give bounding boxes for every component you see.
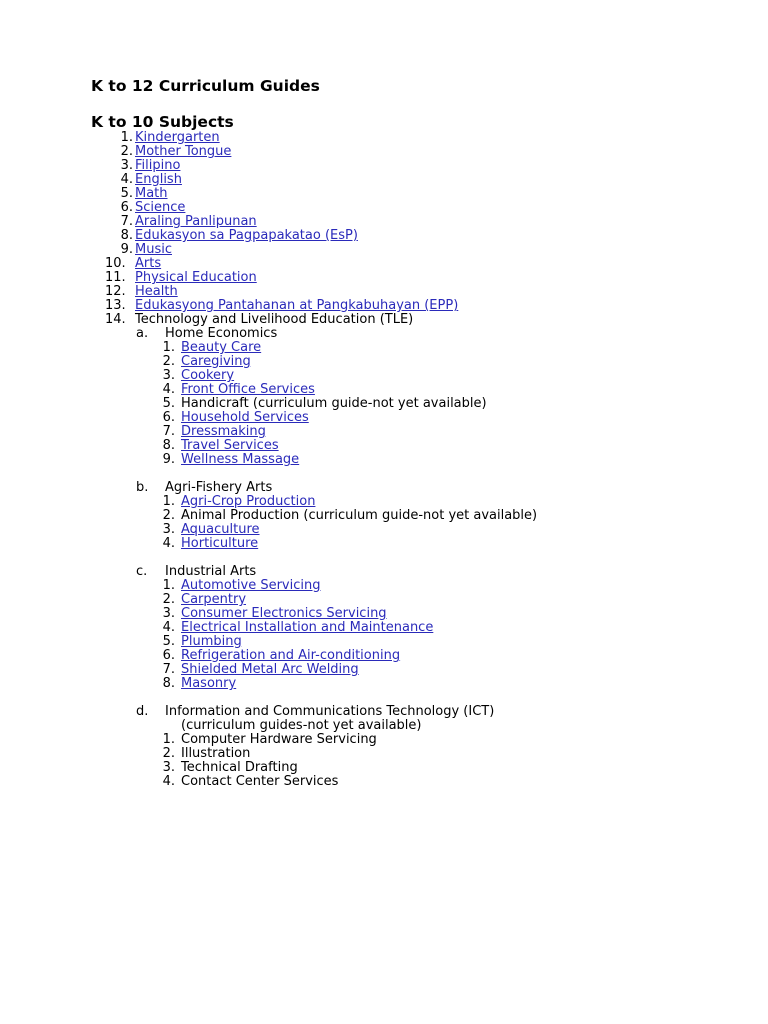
list-number: 7. [162, 424, 175, 439]
list-number: 1. [162, 494, 175, 509]
link-dressmaking[interactable]: Dressmaking [181, 424, 266, 439]
list-number: 3. [120, 158, 133, 173]
list-item [0, 635, 768, 649]
list-number: 8. [120, 228, 133, 243]
link-arts[interactable]: Arts [135, 256, 162, 271]
tle-heading: Technology and Livelihood Education (TLE) [135, 312, 414, 327]
list-number: 5. [162, 634, 175, 649]
category-heading [0, 565, 768, 579]
list-item [0, 453, 768, 467]
list-number: 4. [162, 620, 175, 635]
list-item [0, 663, 768, 677]
list-item [0, 761, 768, 775]
link-aquaculture[interactable]: Aquaculture [181, 522, 260, 537]
list-number: 4. [120, 172, 133, 187]
list-number: 2. [162, 592, 175, 607]
list-number: 5. [120, 186, 133, 201]
list-item [0, 173, 768, 187]
list-number: 7. [120, 214, 133, 229]
list-number: 1. [162, 340, 175, 355]
item-animal-production: Animal Production (curriculum guide-not yet available) [181, 508, 538, 523]
list-item [0, 495, 768, 509]
list-item [0, 201, 768, 215]
link-science[interactable]: Science [135, 200, 186, 215]
list-number: 3. [162, 368, 175, 383]
list-number: 9. [162, 452, 175, 467]
category-letter: a. [136, 326, 149, 341]
link-math[interactable]: Math [135, 186, 168, 201]
list-item [0, 607, 768, 621]
list-number: 2. [162, 354, 175, 369]
link-automotive-servicing[interactable]: Automotive Servicing [181, 578, 321, 593]
availability-note: (curriculum guides-not yet available) [181, 718, 422, 733]
spacer [0, 467, 768, 481]
link-physical-education[interactable]: Physical Education [135, 270, 257, 285]
list-item [0, 397, 768, 411]
link-carpentry[interactable]: Carpentry [181, 592, 247, 607]
link-horticulture[interactable]: Horticulture [181, 536, 259, 551]
list-item [0, 229, 768, 243]
list-number: 1. [162, 732, 175, 747]
category-note [0, 719, 768, 733]
link-front-office-services[interactable]: Front Office Services [181, 382, 315, 397]
category-heading [0, 705, 768, 719]
link-shielded-metal-arc-welding[interactable]: Shielded Metal Arc Welding [181, 662, 359, 677]
list-number: 11. [105, 270, 126, 285]
link-araling-panlipunan[interactable]: Araling Panlipunan [135, 214, 257, 229]
list-number: 2. [120, 144, 133, 159]
list-item [0, 285, 768, 299]
list-item [0, 509, 768, 523]
list-item [0, 523, 768, 537]
list-number: 5. [162, 396, 175, 411]
list-number: 4. [162, 774, 175, 789]
list-item [0, 411, 768, 425]
list-item [0, 313, 768, 327]
link-kindergarten[interactable]: Kindergarten [135, 130, 220, 145]
list-item [0, 747, 768, 761]
item-handicraft: Handicraft (curriculum guide-not yet available) [181, 396, 487, 411]
list-item [0, 649, 768, 663]
list-number: 1. [120, 130, 133, 145]
link-agri-crop-production[interactable]: Agri-Crop Production [181, 494, 316, 509]
category-label: Industrial Arts [165, 564, 257, 579]
list-number: 3. [162, 606, 175, 621]
list-number: 6. [162, 648, 175, 663]
page-title: K to 12 Curriculum Guides [91, 77, 320, 95]
link-electrical-installation[interactable]: Electrical Installation and Maintenance [181, 620, 434, 635]
section-heading: K to 10 Subjects [91, 113, 234, 131]
link-consumer-electronics-servicing[interactable]: Consumer Electronics Servicing [181, 606, 387, 621]
link-household-services[interactable]: Household Services [181, 410, 309, 425]
list-number: 14. [105, 312, 126, 327]
list-number: 2. [162, 508, 175, 523]
list-number: 12. [105, 284, 126, 299]
category-label: Information and Communications Technology (ICT) [165, 704, 495, 719]
link-music[interactable]: Music [135, 242, 172, 257]
list-item [0, 299, 768, 313]
link-refrigeration[interactable]: Refrigeration and Air-conditioning [181, 648, 401, 663]
list-number: 8. [162, 438, 175, 453]
link-wellness-massage[interactable]: Wellness Massage [181, 452, 300, 467]
link-travel-services[interactable]: Travel Services [181, 438, 279, 453]
link-cookery[interactable]: Cookery [181, 368, 235, 383]
item-illustration: Illustration [181, 746, 251, 761]
list-item [0, 215, 768, 229]
list-item [0, 593, 768, 607]
link-mother-tongue[interactable]: Mother Tongue [135, 144, 232, 159]
list-item [0, 145, 768, 159]
category-heading [0, 327, 768, 341]
list-item [0, 159, 768, 173]
subject-list [0, 131, 768, 789]
list-item [0, 341, 768, 355]
list-number: 4. [162, 382, 175, 397]
list-item [0, 439, 768, 453]
list-item [0, 621, 768, 635]
link-epp[interactable]: Edukasyong Pantahanan at Pangkabuhayan (EPP) [135, 298, 459, 313]
link-masonry[interactable]: Masonry [181, 676, 237, 691]
category-label: Agri-Fishery Arts [165, 480, 273, 495]
category-heading [0, 481, 768, 495]
item-technical-drafting: Technical Drafting [181, 760, 298, 775]
list-item [0, 775, 768, 789]
list-item [0, 369, 768, 383]
link-filipino[interactable]: Filipino [135, 158, 181, 173]
list-item [0, 355, 768, 369]
list-number: 3. [162, 760, 175, 775]
category-letter: d. [136, 704, 149, 719]
list-number: 13. [105, 298, 126, 313]
spacer [0, 691, 768, 705]
list-item [0, 131, 768, 145]
link-beauty-care[interactable]: Beauty Care [181, 340, 262, 355]
list-number: 2. [162, 746, 175, 761]
list-number: 10. [105, 256, 126, 271]
spacer [0, 551, 768, 565]
list-item [0, 733, 768, 747]
category-letter: b. [136, 480, 149, 495]
item-contact-center-services: Contact Center Services [181, 774, 339, 789]
list-item [0, 383, 768, 397]
link-health[interactable]: Health [135, 284, 178, 299]
category-letter: c. [136, 564, 148, 579]
list-item [0, 187, 768, 201]
list-number: 8. [162, 676, 175, 691]
list-number: 3. [162, 522, 175, 537]
list-number: 1. [162, 578, 175, 593]
list-item [0, 243, 768, 257]
list-number: 4. [162, 536, 175, 551]
list-number: 6. [120, 200, 133, 215]
list-number: 6. [162, 410, 175, 425]
category-label: Home Economics [165, 326, 278, 341]
link-english[interactable]: English [135, 172, 182, 187]
link-esp[interactable]: Edukasyon sa Pagpapakatao (EsP) [135, 228, 358, 243]
link-plumbing[interactable]: Plumbing [181, 634, 242, 649]
list-item [0, 257, 768, 271]
item-computer-hardware-servicing: Computer Hardware Servicing [181, 732, 377, 747]
list-item [0, 537, 768, 551]
list-item [0, 579, 768, 593]
list-item [0, 677, 768, 691]
list-number: 7. [162, 662, 175, 677]
list-item [0, 425, 768, 439]
list-number: 9. [120, 242, 133, 257]
list-item [0, 271, 768, 285]
link-caregiving[interactable]: Caregiving [181, 354, 251, 369]
